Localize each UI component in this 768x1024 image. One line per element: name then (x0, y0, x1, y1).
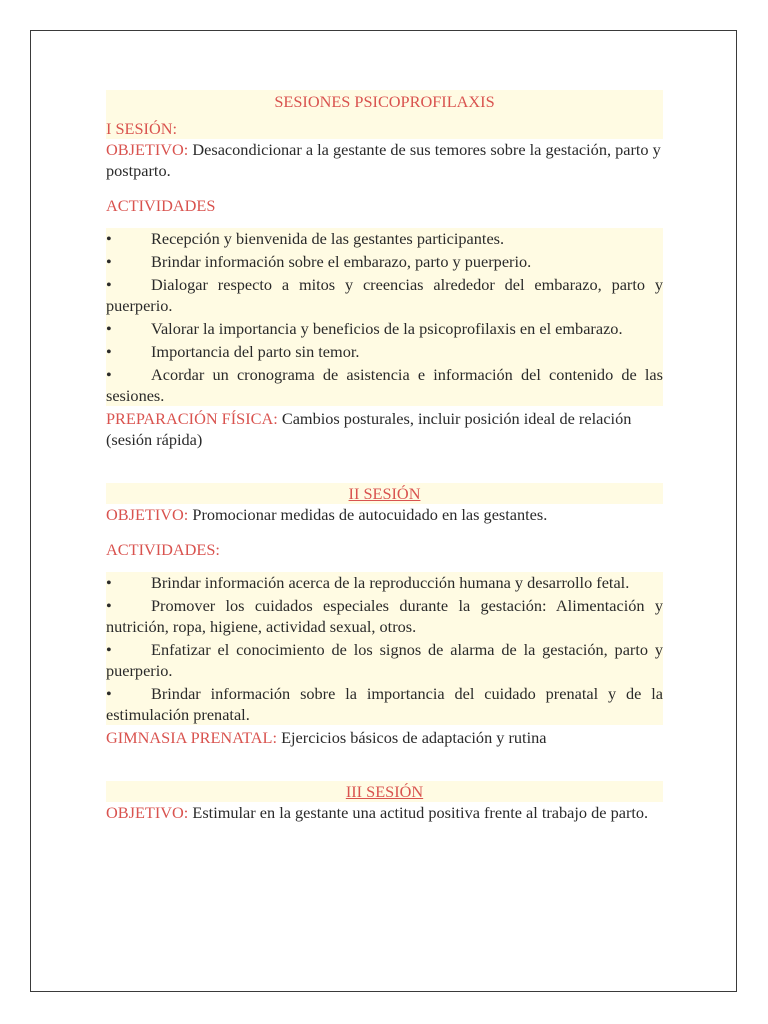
document-body (106, 90, 663, 823)
list-item: • Enfatizar el conocimiento de los signos de alarma de la gestación, parto y puerperio. (106, 640, 663, 680)
list-item: • Dialogar respecto a mitos y creencias alrededor del embarazo, parto y puerperio. (106, 275, 663, 315)
session-3-objective-text: Estimular en la gestante una actitud positiva frente al trabajo de parto. (192, 803, 649, 822)
session-1-objective-label: OBJETIVO: (106, 140, 189, 159)
session-2-gymnastics-label: GIMNASIA PRENATAL: (106, 728, 278, 747)
bullet-icon: • (106, 365, 112, 384)
document-title: SESIONES PSICOPROFILAXIS (106, 90, 663, 113)
bullet-icon: • (106, 275, 112, 294)
session-1-objective (106, 139, 663, 181)
session-1-objective-text: Desacondicionar a la gestante de sus temores sobre la gestación, parto y postparto. (106, 140, 661, 180)
bullet-icon: • (106, 684, 112, 703)
session-2-gymnastics (106, 727, 663, 748)
session-1-physical-prep (106, 408, 663, 450)
list-item: • Brindar información sobre la importancia del cuidado prenatal y de la estimulación prenatal. (106, 684, 663, 724)
session-3-heading: III SESIÓN (106, 781, 663, 802)
session-2-objective-text: Promocionar medidas de autocuidado en las gestantes. (192, 505, 548, 524)
list-item: • Recepción y bienvenida de las gestantes participantes. (106, 229, 505, 248)
session-1-activities-label: ACTIVIDADES (106, 196, 216, 215)
session-2-objective (106, 504, 663, 525)
session-2-gymnastics-text: Ejercicios básicos de adaptación y rutina (281, 728, 547, 747)
session-2-heading: II SESIÓN (106, 483, 663, 504)
bullet-icon: • (106, 319, 112, 338)
bullet-icon: • (106, 640, 112, 659)
session-2-activities-list (106, 572, 663, 725)
session-2-objective-label: OBJETIVO: (106, 505, 189, 524)
bullet-icon: • (106, 252, 112, 271)
list-item: • Brindar información sobre el embarazo, parto y puerperio. (106, 252, 532, 271)
session-2-activities-label: ACTIVIDADES: (106, 540, 220, 559)
list-item: • Acordar un cronograma de asistencia e información del contenido de las sesiones. (106, 365, 663, 405)
list-item: • Valorar la importancia y beneficios de la psicoprofilaxis en el embarazo. (106, 319, 623, 338)
session-1-heading: I SESIÓN: (106, 113, 663, 139)
session-3-objective-label: OBJETIVO: (106, 803, 189, 822)
bullet-icon: • (106, 229, 112, 248)
bullet-icon: • (106, 573, 112, 592)
bullet-icon: • (106, 342, 112, 361)
bullet-icon: • (106, 596, 112, 615)
list-item: • Importancia del parto sin temor. (106, 342, 360, 361)
session-1-activities-list (106, 228, 663, 406)
list-item: • Brindar información acerca de la reproducción humana y desarrollo fetal. (106, 573, 630, 592)
session-1-physical-prep-text: Cambios posturales, incluir posición ideal de relación (sesión rápida) (106, 409, 632, 449)
session-3-objective (106, 802, 663, 823)
session-1-physical-prep-label: PREPARACIÓN FÍSICA: (106, 409, 278, 428)
list-item: • Promover los cuidados especiales durante la gestación: Alimentación y nutrición, ropa, higiene, actividad sexual, otros. (106, 596, 663, 636)
